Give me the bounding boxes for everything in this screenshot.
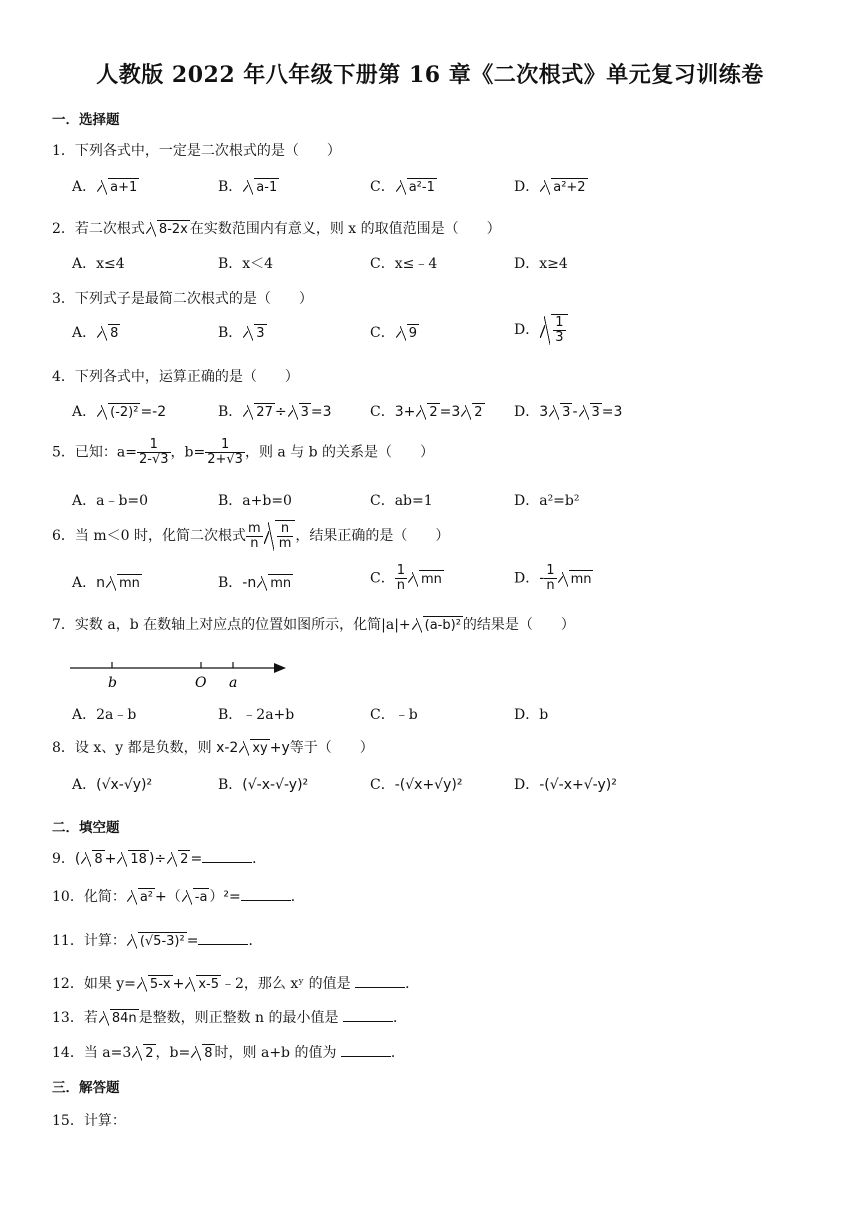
q1-option-d (514, 176, 588, 196)
question-number: 10． (52, 889, 84, 905)
question-1 (52, 140, 341, 160)
radicand: 5-x (149, 977, 171, 992)
radicand: xy (252, 741, 268, 756)
question-3 (52, 288, 313, 308)
option-label: C． (370, 325, 395, 341)
radical (540, 178, 587, 195)
number-line-arrow (274, 663, 286, 673)
expression: ÷ (274, 404, 287, 420)
denominator: n (250, 535, 259, 551)
section-heading-fill: 二．填空题 (52, 820, 120, 836)
radicand: (√5-3)² (139, 934, 185, 949)
radicand: 8 (204, 1046, 213, 1061)
radicand: 3 (591, 405, 600, 420)
option-label: D． (514, 570, 540, 587)
radical (243, 178, 279, 195)
radical (167, 850, 190, 867)
denominator: n (396, 578, 405, 593)
radical (132, 1044, 155, 1061)
radical (540, 314, 567, 345)
question-text: ． (248, 933, 263, 949)
q8-option-b (218, 774, 308, 794)
question-text: ． (390, 1045, 405, 1061)
question-number: 11． (52, 933, 84, 949)
radicand: 3 (562, 405, 571, 420)
question-text: ，b= (170, 444, 206, 461)
question-text: ，则 a 与 b 的关系是（ ） (244, 444, 435, 461)
radicand: 9 (408, 326, 417, 341)
q2-option-a: A．x≤4 (72, 256, 125, 272)
fraction (205, 438, 245, 467)
radicand: 18 (130, 852, 147, 867)
question-number: 3． (52, 291, 75, 307)
expression: )÷ (148, 851, 167, 867)
denominator: 3 (555, 330, 564, 345)
question-number: 6． (52, 528, 75, 544)
question-number: 4． (52, 369, 75, 385)
q3-option-a (72, 322, 120, 342)
question-13 (52, 1007, 407, 1027)
radicand: a²+2 (553, 180, 586, 195)
question-6 (52, 520, 449, 551)
q5-option-c: C．ab=1 (370, 493, 433, 509)
question-text: 在实数范围内有意义，则 x 的取值范围是（ ） (189, 221, 501, 237)
question-number: 1． (52, 143, 75, 159)
answer-blank[interactable] (202, 850, 252, 863)
option-label: B． (218, 777, 243, 793)
q7-option-c: C．﹣b (370, 707, 418, 723)
question-2 (52, 218, 501, 238)
option-label: A． (72, 404, 97, 420)
radical (264, 520, 296, 551)
question-text: ，b= (155, 1045, 191, 1061)
option-label: A． (72, 325, 97, 341)
label-a: a (229, 675, 238, 691)
q6-option-b (218, 572, 293, 592)
expression: =3 (601, 404, 623, 420)
expression: -n (242, 575, 257, 591)
numerator: 1 (396, 563, 405, 578)
radicand: 84n (111, 1011, 137, 1026)
radicand: a+1 (110, 180, 138, 195)
radical (396, 324, 419, 341)
radical (106, 574, 142, 591)
radical (185, 975, 221, 992)
radicand: x-5 (198, 977, 219, 992)
q8-option-a (72, 774, 152, 794)
denominator: 2-√3 (139, 452, 169, 467)
radicand: 3 (300, 405, 309, 420)
radical (182, 888, 210, 905)
question-text: 下列各式中，一定是二次根式的是（ ） (74, 143, 341, 159)
q3-option-c (370, 322, 419, 342)
radical (127, 932, 187, 949)
radicand: 2 (145, 1046, 154, 1061)
question-15 (52, 1110, 126, 1130)
answer-blank[interactable] (198, 932, 248, 945)
option-label: C． (370, 570, 395, 587)
expression: =3 (310, 404, 332, 420)
question-text: 当 a=3 (83, 1045, 132, 1061)
radicand: 8-2x (158, 222, 188, 237)
question-text: 时，则 a+b 的值为 (214, 1045, 341, 1061)
numerator: m (248, 520, 261, 536)
q6-option-d (514, 564, 593, 593)
number-line-diagram (60, 656, 300, 696)
numerator: 1 (546, 563, 555, 578)
question-number: 5． (52, 444, 75, 461)
q5-option-a: A．a﹣b=0 (72, 493, 149, 509)
question-14 (52, 1042, 405, 1062)
radical (558, 570, 594, 587)
question-text: ﹣2，那么 xʸ 的值是 (220, 976, 356, 992)
question-text: 下列式子是最简二次根式的是（ ） (74, 291, 313, 307)
radical (288, 403, 311, 420)
label-b: b (108, 675, 117, 691)
option-label: B． (218, 179, 243, 195)
radicand: a-1 (256, 180, 278, 195)
question-text: ． (290, 889, 305, 905)
q7-option-d: D．b (514, 707, 549, 723)
radical (127, 888, 155, 905)
radical (97, 324, 120, 341)
expression: -(√-x+√-y)² (539, 777, 617, 793)
q4-option-a (72, 401, 166, 421)
radicand: (-2)² (110, 405, 139, 420)
q6-option-c (370, 564, 444, 593)
radical (99, 1009, 139, 1026)
page-title: 人教版 2022 年八年级下册第 16 章《二次根式》单元复习训练卷 (96, 62, 764, 88)
expression: +（ (155, 889, 181, 905)
radicand: mn (119, 576, 140, 591)
question-number: 13． (52, 1010, 84, 1026)
expression: + (104, 851, 117, 867)
question-5 (52, 438, 434, 467)
radicand: 2 (474, 405, 483, 420)
fraction (137, 438, 171, 467)
expression: =-2 (140, 404, 167, 420)
question-text: ． (252, 851, 267, 867)
question-text: 计算： (83, 933, 126, 949)
radicand: mn (570, 571, 592, 587)
question-11 (52, 930, 262, 950)
radicand: 2 (429, 405, 438, 420)
option-label: B． (218, 325, 243, 341)
q5-option-b: B．a+b=0 (218, 493, 292, 509)
option-label: B． (218, 404, 243, 420)
option-label: B． (218, 575, 243, 591)
denominator: m (278, 536, 292, 551)
expression: =3 (439, 404, 461, 420)
question-number: 9． (52, 851, 75, 867)
question-text: ，结果正确的是（ ） (295, 528, 450, 544)
answer-blank[interactable] (241, 888, 291, 901)
expression: ( (74, 851, 81, 867)
denominator: n (546, 578, 555, 593)
expression: -(√x+√y)² (394, 777, 463, 793)
radical (461, 403, 484, 420)
radical (97, 403, 140, 420)
radical (97, 178, 139, 195)
expression: ）²= (209, 889, 241, 905)
radicand: mn (270, 576, 292, 591)
q4-option-d (514, 401, 622, 421)
denominator: 2+√3 (207, 452, 243, 467)
q4-option-c (370, 401, 485, 421)
radicand: (a-b)² (424, 618, 461, 633)
fraction (277, 522, 294, 551)
question-text: 下列各式中，运算正确的是（ ） (74, 369, 299, 385)
expression: (√-x-√-y)² (242, 777, 309, 793)
q1-option-c (370, 176, 437, 196)
radical (191, 1044, 214, 1061)
radical (146, 220, 190, 237)
option-label: D． (514, 322, 540, 338)
answer-blank[interactable] (343, 1009, 393, 1022)
radical (81, 850, 104, 867)
radical (257, 574, 293, 591)
fraction (246, 522, 263, 551)
question-number: 8． (52, 740, 75, 756)
expression: = (186, 933, 199, 949)
q8-option-d (514, 774, 617, 794)
option-label: A． (72, 575, 97, 591)
option-label: A． (72, 179, 97, 195)
radical (137, 975, 173, 992)
radicand: -a (194, 890, 208, 905)
q4-option-b (218, 401, 332, 421)
question-text: 已知：a= (74, 444, 137, 461)
answer-blank[interactable] (355, 975, 405, 988)
expression: x-2 (216, 740, 239, 756)
expression: (√x-√y)² (96, 777, 153, 793)
answer-blank[interactable] (341, 1044, 391, 1057)
question-text: 如果 y= (83, 976, 136, 992)
q1-option-a (72, 176, 139, 196)
radical (579, 403, 602, 420)
question-text: ． (392, 1010, 407, 1026)
q7-option-a: A．2a﹣b (72, 707, 137, 723)
question-10 (52, 886, 305, 906)
expression: = (190, 851, 203, 867)
radical (243, 324, 266, 341)
question-text: 化简： (83, 889, 126, 905)
question-number: 15． (52, 1113, 84, 1129)
question-text: 若二次根式 (74, 221, 145, 237)
expression: +y (269, 740, 290, 756)
fraction (395, 564, 407, 593)
option-label: A． (72, 777, 97, 793)
question-7 (52, 614, 575, 634)
radical (243, 403, 275, 420)
radicand: 3 (256, 326, 265, 341)
question-text: 若 (83, 1010, 98, 1026)
radicand: 8 (94, 852, 103, 867)
q3-option-d (514, 314, 568, 345)
radical (117, 850, 149, 867)
option-label: C． (370, 777, 395, 793)
expression: - (572, 404, 578, 420)
radicand: mn (421, 571, 442, 587)
q8-option-c (370, 774, 462, 794)
fraction (553, 316, 565, 345)
q2-option-c: C．x≤﹣4 (370, 256, 438, 272)
question-number: 14． (52, 1045, 84, 1061)
option-label: D． (514, 404, 540, 420)
option-label: D． (514, 179, 540, 195)
option-label: C． (370, 404, 395, 420)
question-text: 的结果是（ ） (462, 617, 575, 633)
expression: 3 (539, 404, 549, 420)
radicand: 8 (110, 326, 119, 341)
question-number: 2． (52, 221, 75, 237)
question-8 (52, 737, 374, 757)
radicand: a² (139, 890, 154, 905)
question-text: 当 m＜0 时，化简二次根式 (74, 528, 247, 544)
radical (408, 570, 444, 587)
fraction (544, 564, 556, 593)
expression: n (96, 575, 105, 591)
radicand: 2 (180, 852, 189, 867)
numerator: 1 (555, 315, 564, 330)
q2-option-d: D．x≥4 (514, 256, 568, 272)
question-number: 12． (52, 976, 84, 992)
option-label: D． (514, 777, 540, 793)
radical (416, 403, 439, 420)
question-12 (52, 973, 419, 993)
question-9 (52, 848, 266, 868)
q2-option-b: B．x＜4 (218, 256, 274, 272)
radicand: a²-1 (408, 180, 435, 195)
expression: 3+ (394, 404, 416, 420)
question-text: 设 x、y 都是负数，则 (74, 740, 217, 756)
q6-option-a (72, 572, 142, 592)
question-text: 是整数，则正整数 n 的最小值是 (138, 1010, 343, 1026)
radical (396, 178, 437, 195)
numerator: 1 (205, 438, 245, 453)
option-label: C． (370, 179, 395, 195)
radical (549, 403, 572, 420)
question-4 (52, 366, 299, 386)
question-number: 7． (52, 617, 75, 633)
q3-option-b (218, 322, 267, 342)
section-heading-answer: 三．解答题 (52, 1080, 120, 1096)
expression: - (539, 570, 545, 587)
q1-option-b (218, 176, 279, 196)
question-text: 等于（ ） (289, 740, 374, 756)
expression: + (172, 976, 185, 992)
q5-option-d: D．a²=b² (514, 493, 580, 509)
numerator: n (277, 522, 294, 537)
q7-option-b: B．﹣2a+b (218, 707, 295, 723)
question-text: 计算： (83, 1113, 126, 1129)
radicand: 27 (256, 405, 273, 420)
radical (239, 739, 269, 756)
label-o: O (195, 675, 207, 691)
question-text: ． (405, 976, 420, 992)
radical (412, 616, 463, 633)
numerator: 1 (137, 438, 171, 453)
section-heading-choice: 一．选择题 (52, 112, 120, 128)
question-text: 实数 a，b 在数轴上对应点的位置如图所示，化简|a|+ (74, 617, 411, 633)
